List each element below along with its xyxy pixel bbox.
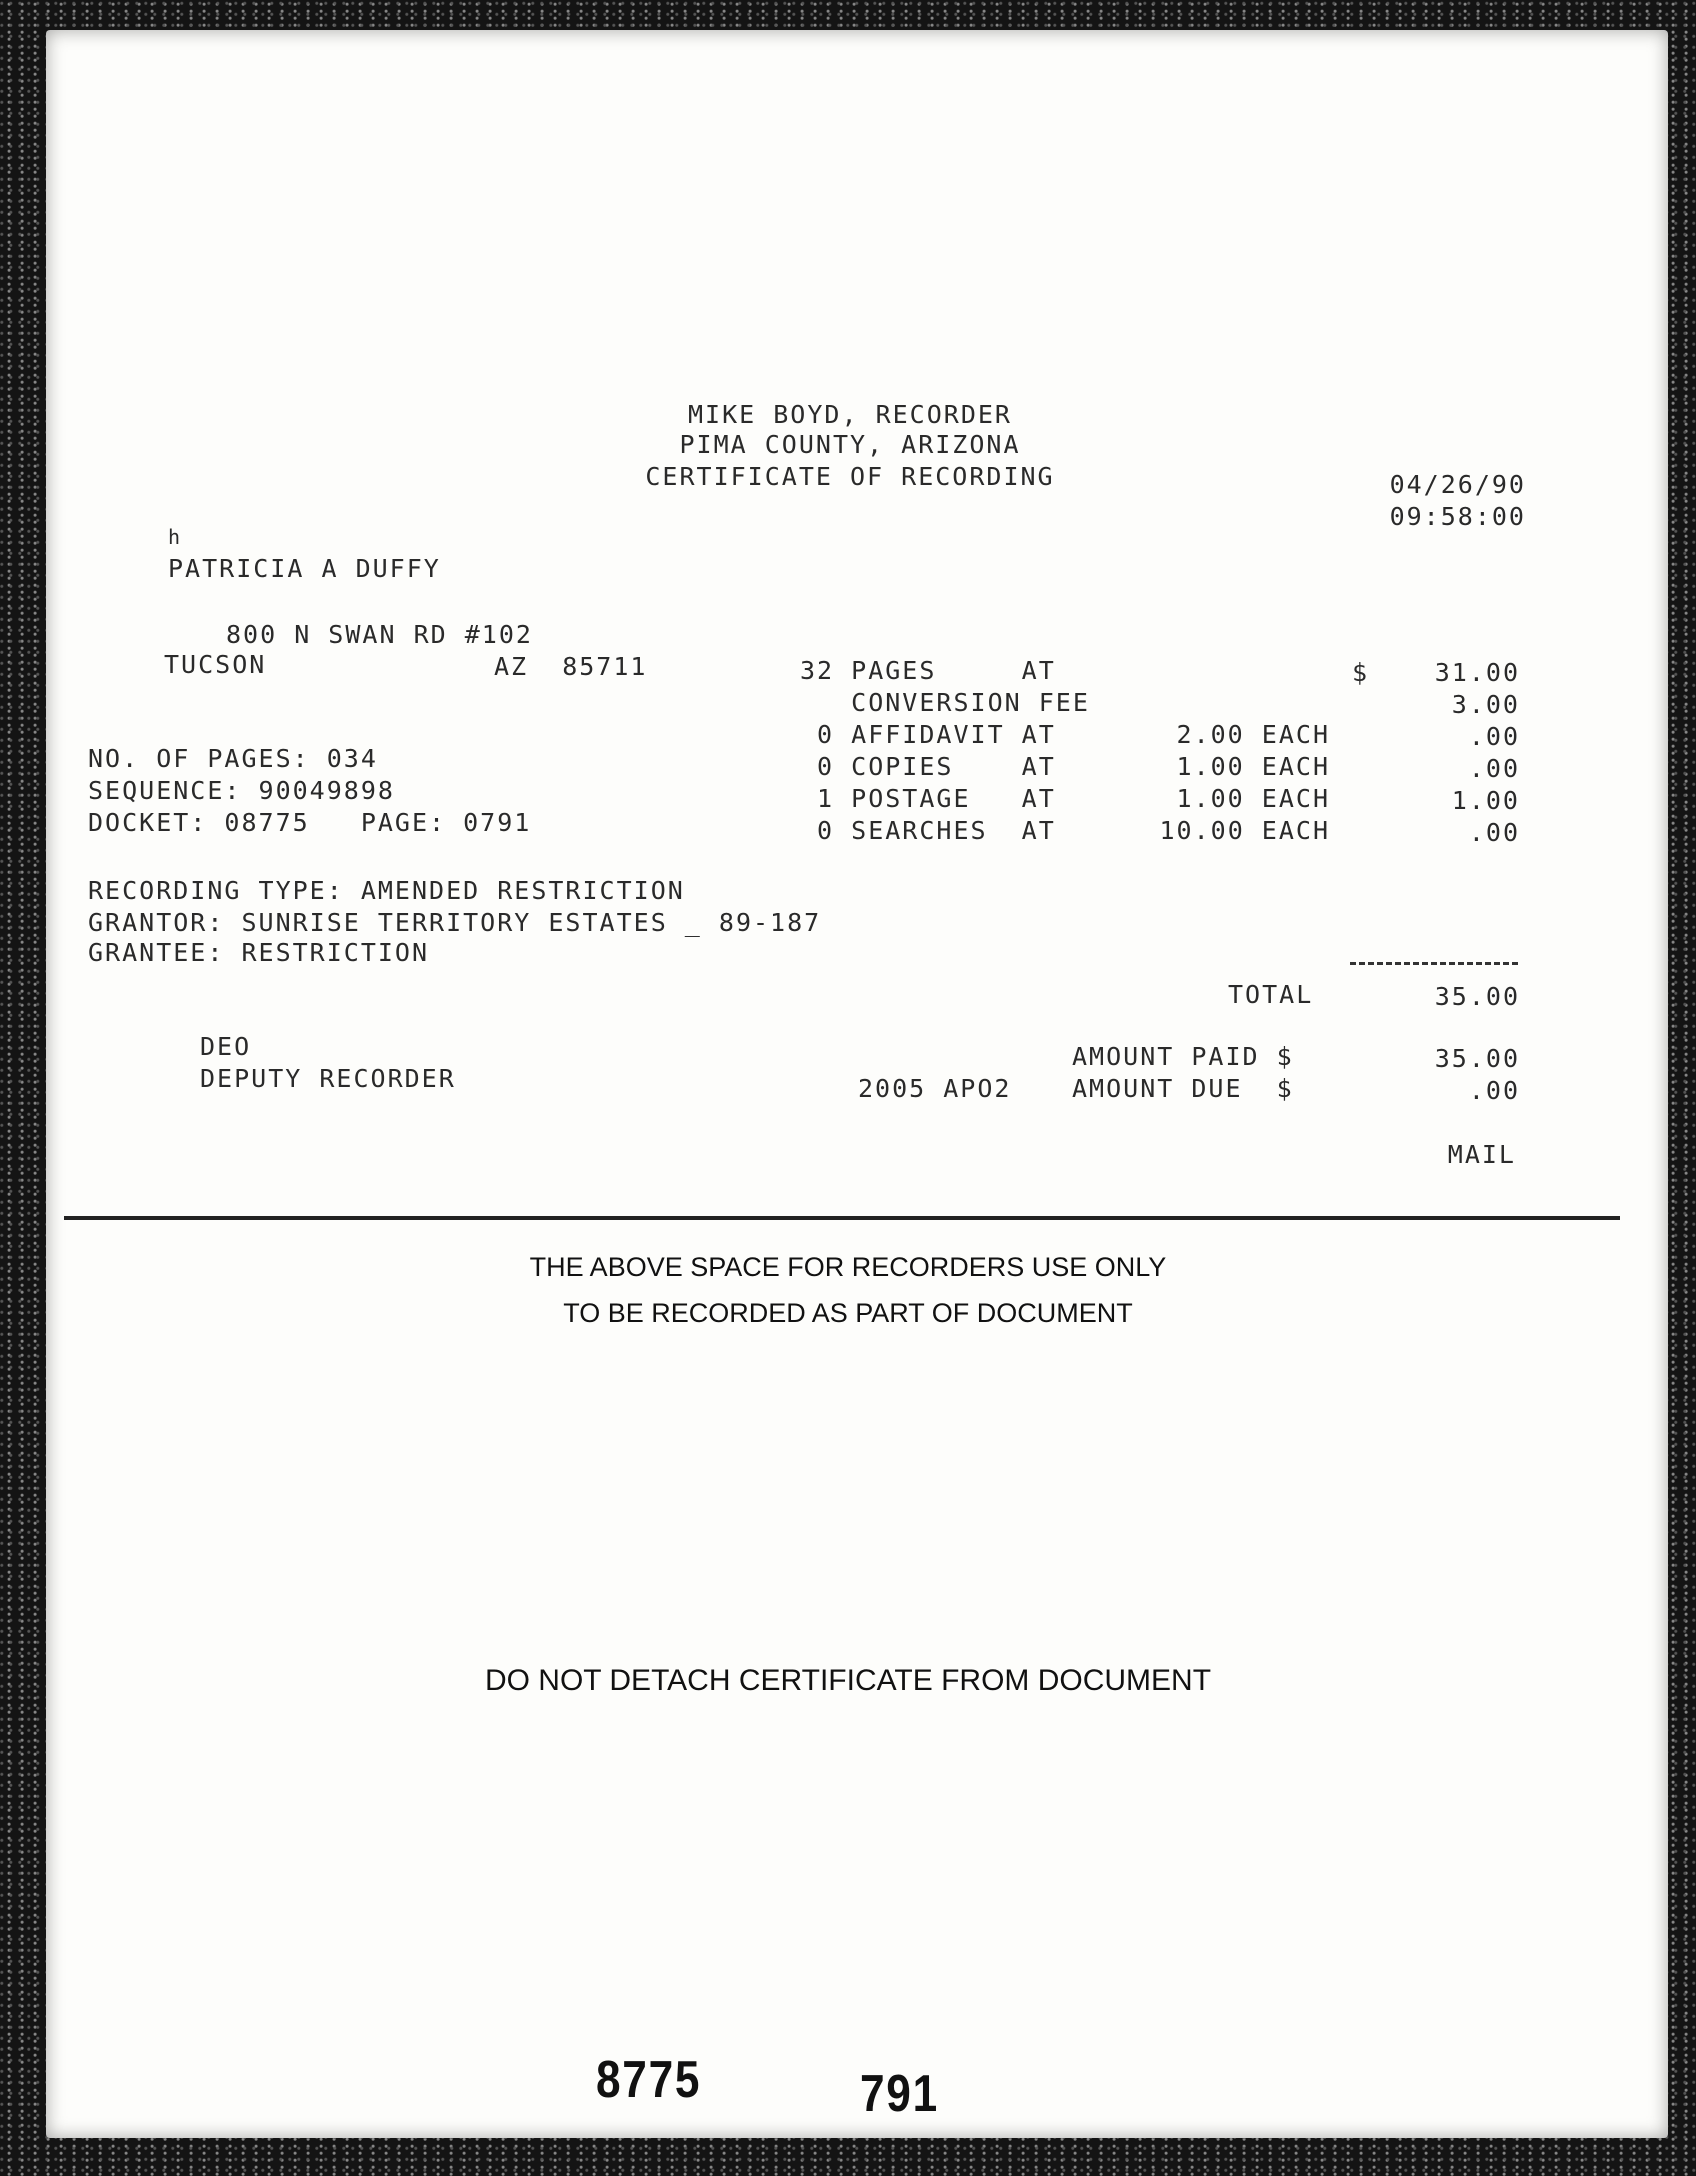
fee-row-amount: .00 xyxy=(1468,722,1520,751)
fee-row-desc: 0 COPIES AT xyxy=(800,752,1056,781)
amount-paid-label: AMOUNT PAID $ xyxy=(1072,1042,1294,1071)
fee-row-amount: 31.00 xyxy=(1434,658,1520,687)
fee-row-currency: $ xyxy=(1352,658,1370,687)
amount-paid: 35.00 xyxy=(1434,1044,1520,1073)
fee-row-rate: 2.00 EACH xyxy=(1176,720,1330,749)
record-time: 09:58:00 xyxy=(1389,502,1526,531)
amount-due: .00 xyxy=(1468,1076,1520,1105)
grantee: GRANTEE: RESTRICTION xyxy=(88,938,430,967)
total-label: TOTAL xyxy=(1228,980,1314,1009)
grantor: GRANTOR: SUNRISE TERRITORY ESTATES _ 89-187 xyxy=(88,908,822,937)
deputy-recorder-title: DEPUTY RECORDER xyxy=(200,1064,456,1093)
recorder-name: MIKE BOYD, RECORDER xyxy=(688,400,1012,429)
number-of-pages: NO. OF PAGES: 034 xyxy=(88,744,378,773)
certificate-title: CERTIFICATE OF RECORDING xyxy=(645,462,1055,491)
fee-row-amount: .00 xyxy=(1468,818,1520,847)
fee-row-desc: 0 AFFIDAVIT AT xyxy=(800,720,1056,749)
batch-code: 2005 APO2 xyxy=(858,1074,1012,1103)
record-date: 04/26/90 xyxy=(1389,470,1526,499)
delivery-method: MAIL xyxy=(1447,1140,1516,1169)
record-as-part-notice: TO BE RECORDED AS PART OF DOCUMENT xyxy=(563,1298,1133,1328)
divider-line xyxy=(64,1216,1620,1220)
deputy-initials: DEO xyxy=(200,1032,252,1061)
fee-row-amount: 1.00 xyxy=(1451,786,1520,815)
stamp-docket-number: 8775 xyxy=(596,2051,702,2109)
do-not-detach-warning: DO NOT DETACH CERTIFICATE FROM DOCUMENT xyxy=(484,1664,1212,1697)
fee-row-rate: 1.00 EACH xyxy=(1176,784,1330,813)
recording-type: RECORDING TYPE: AMENDED RESTRICTION xyxy=(88,876,685,905)
fee-row-rate: 1.00 EACH xyxy=(1176,752,1330,781)
fee-row-desc: CONVERSION FEE xyxy=(800,688,1090,717)
addressee-street: 800 N SWAN RD #102 xyxy=(226,620,533,649)
total-divider xyxy=(1350,962,1518,965)
sequence-number: SEQUENCE: 90049898 xyxy=(88,776,395,805)
county-name: PIMA COUNTY, ARIZONA xyxy=(679,430,1021,459)
fee-row-rate: 10.00 EACH xyxy=(1159,816,1330,845)
amount-due-label: AMOUNT DUE $ xyxy=(1072,1074,1294,1103)
fee-row-amount: .00 xyxy=(1468,754,1520,783)
fee-row-desc: 32 PAGES AT xyxy=(800,656,1056,685)
handwritten-mark: h xyxy=(168,525,183,549)
total-amount: 35.00 xyxy=(1434,982,1520,1011)
addressee-city: TUCSON xyxy=(164,650,267,679)
addressee-name: PATRICIA A DUFFY xyxy=(168,554,441,583)
addressee-state-zip: AZ 85711 xyxy=(494,652,648,681)
recorders-use-notice: THE ABOVE SPACE FOR RECORDERS USE ONLY xyxy=(529,1252,1167,1282)
stamp-page-number: 791 xyxy=(860,2065,939,2123)
fee-row-amount: 3.00 xyxy=(1451,690,1520,719)
docket-page: DOCKET: 08775 PAGE: 0791 xyxy=(88,808,532,837)
fee-row-desc: 0 SEARCHES AT xyxy=(800,816,1056,845)
fee-row-desc: 1 POSTAGE AT xyxy=(800,784,1056,813)
